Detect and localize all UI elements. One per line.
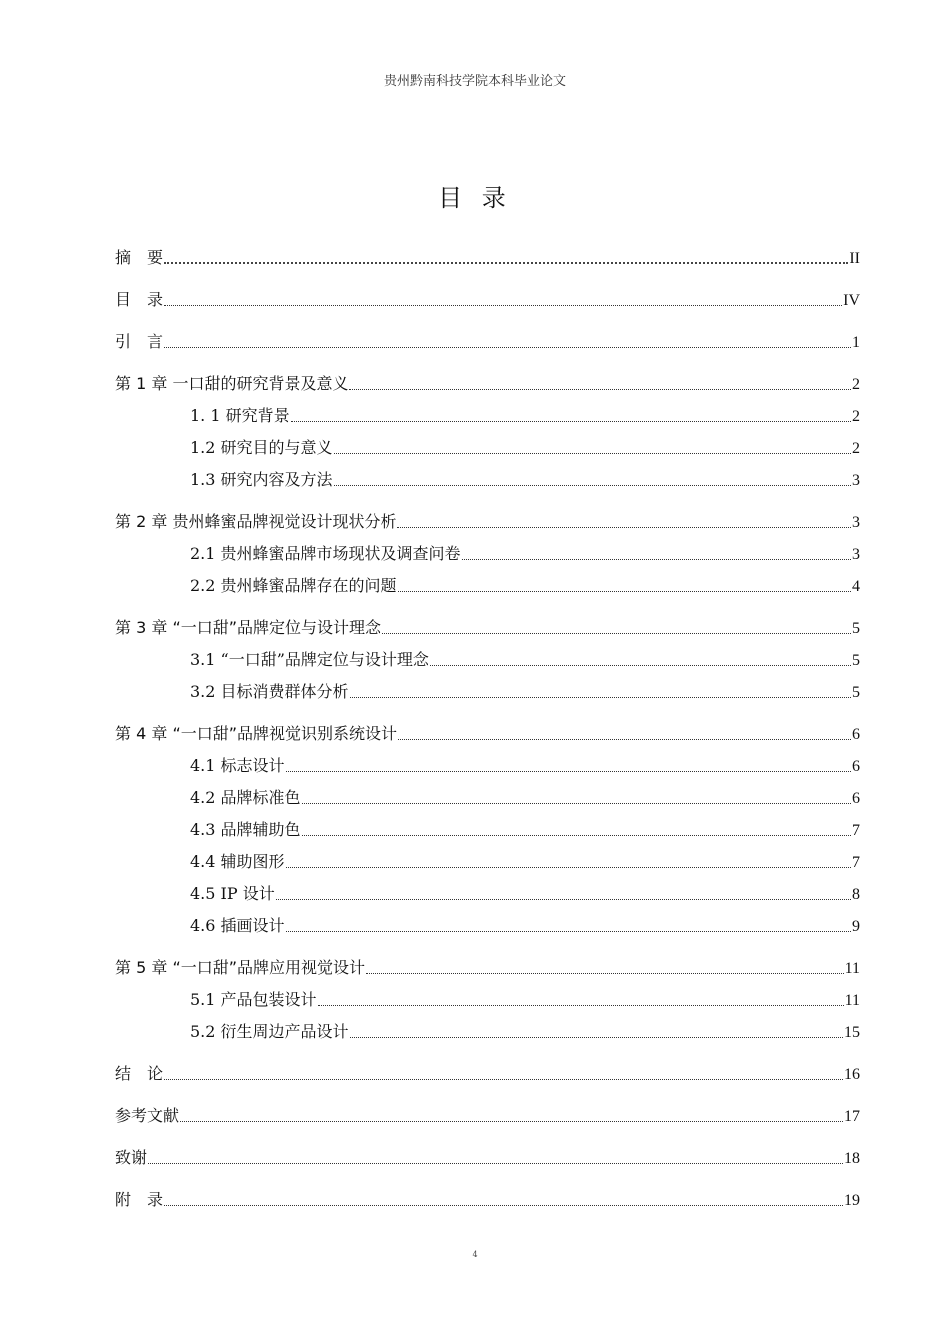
dot-leader — [334, 485, 851, 486]
toc-entry-page-number: 11 — [844, 992, 860, 1009]
toc-entry-page-number: 3 — [852, 546, 860, 563]
toc-entry-page-number: 5 — [852, 652, 860, 669]
dot-leader — [318, 1005, 844, 1006]
toc-chapter-entry[interactable] — [115, 1100, 860, 1132]
toc-entry-page-number: IV — [843, 292, 860, 309]
toc-chapter-entry[interactable] — [115, 1058, 860, 1090]
toc-entry-label: 4.1 标志设计 — [190, 756, 285, 775]
dot-leader — [164, 262, 848, 264]
toc-entry-label: 参考文献 — [115, 1106, 180, 1125]
dot-leader — [398, 591, 851, 592]
dot-leader — [349, 389, 851, 390]
toc-section-entry[interactable] — [115, 570, 860, 602]
toc-entry-label: 5.2 衍生周边产品设计 — [190, 1022, 349, 1041]
toc-entry-page-number: 5 — [852, 620, 860, 637]
dot-leader — [164, 347, 851, 348]
dot-leader — [164, 305, 842, 306]
dot-leader — [180, 1121, 843, 1122]
toc-entry-page-number: 11 — [844, 960, 860, 977]
toc-entry-label: 4.2 品牌标准色 — [190, 788, 301, 807]
page-title: 目 录 — [438, 184, 512, 212]
toc-chapter-entry[interactable] — [115, 506, 860, 538]
toc-section-entry[interactable] — [115, 432, 860, 464]
toc-entry-page-number: 3 — [852, 472, 860, 489]
toc-entry-page-number: 7 — [852, 854, 860, 871]
toc-entry-page-number: 1 — [852, 334, 860, 351]
toc-entry-label: 1.2 研究目的与意义 — [190, 438, 333, 457]
dot-leader — [302, 835, 851, 836]
dot-leader — [164, 1079, 843, 1080]
toc-entry-page-number: 6 — [852, 758, 860, 775]
page-header: 贵州黔南科技学院本科毕业论文 — [383, 74, 566, 89]
toc-entry-label: 3.2 目标消费群体分析 — [190, 682, 349, 701]
toc-entry-label: 1.3 研究内容及方法 — [190, 470, 333, 489]
toc-entry-label: 第 5 章 “一口甜”品牌应用视觉设计 — [115, 958, 366, 977]
toc-entry-page-number: 7 — [852, 822, 860, 839]
toc-entry-page-number: 6 — [852, 726, 860, 743]
dot-leader — [430, 665, 851, 666]
toc-section-entry[interactable] — [115, 846, 860, 878]
toc-entry-label: 4.4 辅助图形 — [190, 852, 285, 871]
toc-entry-label: 4.3 品牌辅助色 — [190, 820, 301, 839]
page-number: 4 — [472, 1250, 478, 1259]
toc-entry-label: 结 论 — [115, 1064, 164, 1083]
toc-chapter-entry[interactable] — [115, 242, 860, 274]
toc-entry-label: 致谢 — [115, 1148, 148, 1167]
toc-entry-label: 5.1 产品包装设计 — [190, 990, 317, 1009]
dot-leader — [148, 1163, 843, 1164]
toc-entry-label: 第 3 章 “一口甜”品牌定位与设计理念 — [115, 618, 382, 637]
dot-leader — [398, 739, 851, 740]
toc-chapter-entry[interactable] — [115, 718, 860, 750]
toc-entry-page-number: 6 — [852, 790, 860, 807]
toc-entry-page-number: 15 — [844, 1024, 860, 1041]
toc-entry-page-number: II — [849, 250, 860, 267]
dot-leader — [462, 559, 851, 560]
toc-section-entry[interactable] — [115, 644, 860, 676]
toc-entry-page-number: 8 — [852, 886, 860, 903]
toc-entry-label: 3.1 “一口甜”品牌定位与设计理念 — [190, 650, 429, 669]
toc-section-entry[interactable] — [115, 538, 860, 570]
dot-leader — [366, 973, 844, 974]
toc-entry-label: 附 录 — [115, 1190, 164, 1209]
toc-entry-label: 2.2 贵州蜂蜜品牌存在的问题 — [190, 576, 397, 595]
toc-chapter-entry[interactable] — [115, 368, 860, 400]
toc-entry-page-number: 16 — [844, 1066, 860, 1083]
toc-section-entry[interactable] — [115, 878, 860, 910]
toc-entry-label: 2.1 贵州蜂蜜品牌市场现状及调查问卷 — [190, 544, 461, 563]
toc-section-entry[interactable] — [115, 984, 860, 1016]
dot-leader — [164, 1205, 843, 1206]
dot-leader — [302, 803, 851, 804]
toc-entry-page-number: 19 — [844, 1192, 860, 1209]
toc-entry-label: 引 言 — [115, 332, 164, 351]
toc-entry-page-number: 2 — [852, 376, 860, 393]
toc-section-entry[interactable] — [115, 814, 860, 846]
dot-leader — [334, 453, 851, 454]
toc-section-entry[interactable] — [115, 910, 860, 942]
toc-chapter-entry[interactable] — [115, 1184, 860, 1216]
toc-section-entry[interactable] — [115, 782, 860, 814]
toc-entry-label: 第 4 章 “一口甜”品牌视觉识别系统设计 — [115, 724, 398, 743]
dot-leader — [291, 421, 851, 422]
toc-entry-page-number: 2 — [852, 408, 860, 425]
toc-chapter-entry[interactable] — [115, 952, 860, 984]
toc-entry-label: 目 录 — [115, 290, 164, 309]
toc-entry-page-number: 9 — [852, 918, 860, 935]
toc-entry-label: 4.6 插画设计 — [190, 916, 285, 935]
toc-entry-page-number: 5 — [852, 684, 860, 701]
toc-entry-label: 第 1 章 一口甜的研究背景及意义 — [115, 374, 349, 393]
toc-chapter-entry[interactable] — [115, 284, 860, 316]
toc-entry-page-number: 3 — [852, 514, 860, 531]
toc-section-entry[interactable] — [115, 750, 860, 782]
dot-leader — [350, 697, 851, 698]
toc-entry-label: 第 2 章 贵州蜂蜜品牌视觉设计现状分析 — [115, 512, 397, 531]
toc-section-entry[interactable] — [115, 676, 860, 708]
dot-leader — [397, 527, 851, 528]
toc-section-entry[interactable] — [115, 400, 860, 432]
toc-entry-label: 1. 1 研究背景 — [190, 406, 290, 425]
toc-chapter-entry[interactable] — [115, 326, 860, 358]
toc-entry-page-number: 18 — [844, 1150, 860, 1167]
toc-entry-label: 4.5 IP 设计 — [190, 884, 275, 903]
toc-section-entry[interactable] — [115, 464, 860, 496]
toc-entry-page-number: 17 — [844, 1108, 860, 1125]
toc-section-entry[interactable] — [115, 1016, 860, 1048]
dot-leader — [286, 931, 851, 932]
toc-entry-page-number: 2 — [852, 440, 860, 457]
toc-entry-label: 摘 要 — [115, 248, 164, 267]
toc-entry-page-number: 4 — [852, 578, 860, 595]
dot-leader — [286, 771, 851, 772]
toc-chapter-entry[interactable] — [115, 1142, 860, 1174]
dot-leader — [350, 1037, 843, 1038]
dot-leader — [286, 867, 851, 868]
table-of-contents — [115, 242, 860, 1216]
dot-leader — [276, 899, 851, 900]
dot-leader — [382, 633, 851, 634]
toc-chapter-entry[interactable] — [115, 612, 860, 644]
